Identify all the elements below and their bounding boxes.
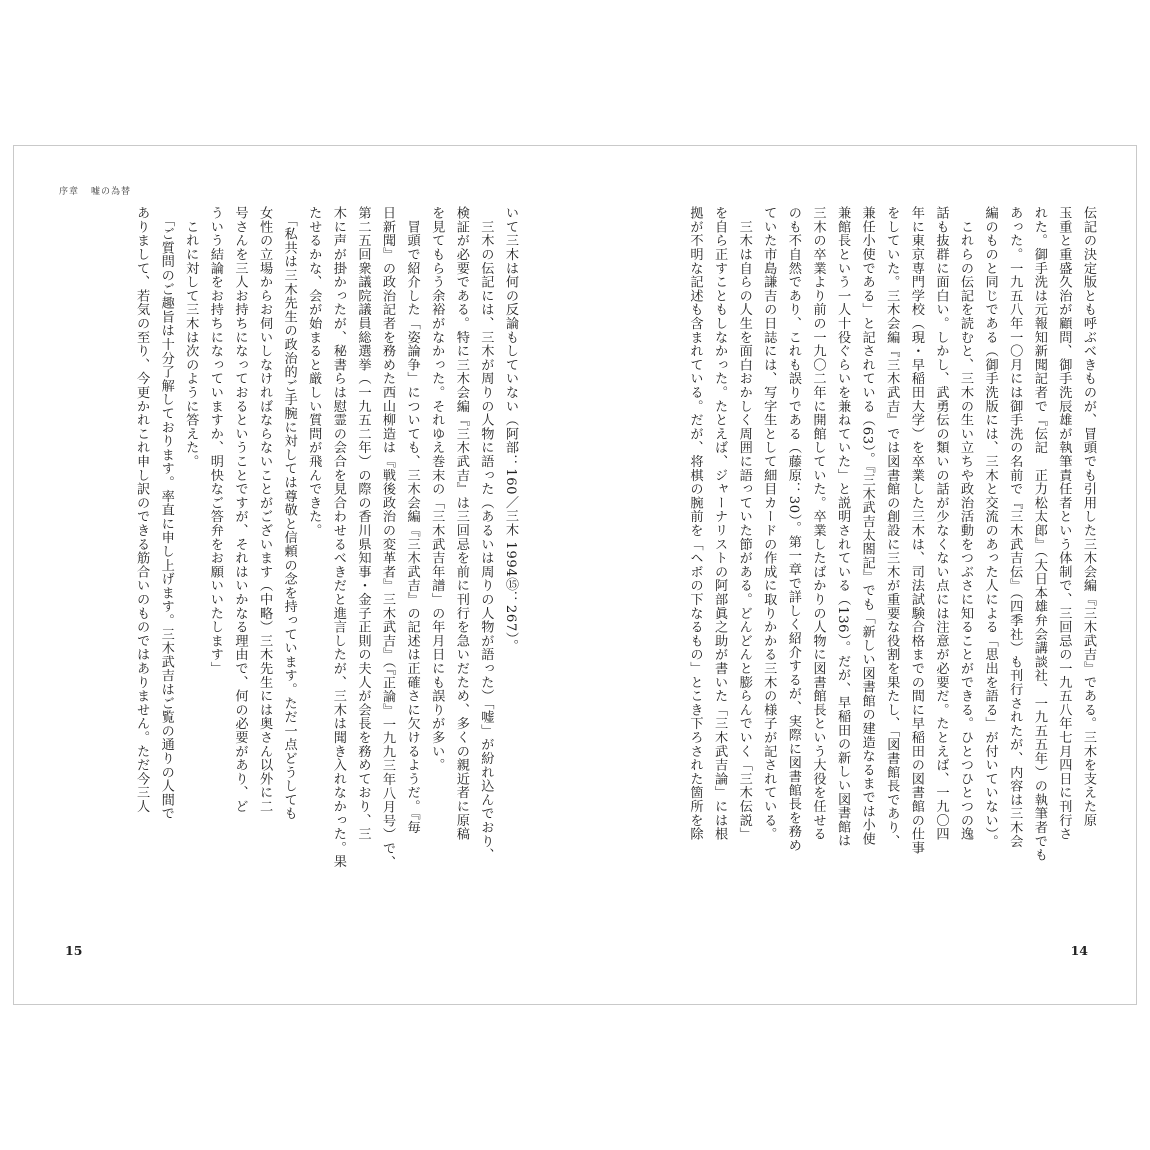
text-line: 日新聞』の政治記者を務めた西山柳造は『戦後政治の変革者』三木武吉』（『正論』一九九三年八月号）で、 xyxy=(380,206,396,869)
text-line: 冒頭で紹介した「姿論争」についても、三木会編『三木武吉』の記述は正確さに欠けるようだ。『毎 xyxy=(404,206,420,835)
text-line: 話も抜群に面白い。しかし、武勇伝の類いの話が少なくない点には注意が必要だ。たとえば、一九〇四 xyxy=(933,206,949,841)
text-line: 年に東京専門学校（現・早稲田大学）を卒業した三木は、司法試験合格までの間に早稲田の図書館の仕事 xyxy=(908,206,924,855)
text-line: 号さんを三人お持ちになっておるということですが、それはいかなる理由で、何の必要があり、ど xyxy=(232,206,248,814)
running-head xyxy=(59,184,143,197)
text-line: いて三木は何の反論もしていない（阿部：160／三木 1994⑮：267）。 xyxy=(503,206,518,653)
text-line: 玉重と重盛久治が顧問、御手洗辰雄が執筆責任者という体制で、三回忌の一九五八年七月四日に刊行さ xyxy=(1056,206,1072,841)
chapter-title: 嘘の為替 xyxy=(91,187,132,197)
text-line: れた。御手洗は元報知新聞記者で『伝記 正力松太郎』（大日本雄弁会講談社、一九五五年）の執筆者でも xyxy=(1031,206,1047,862)
text-line: ういう結論をお持ちになっていますか、明快なご答弁をお願いいたします」 xyxy=(207,206,223,676)
book-spread xyxy=(13,145,1137,1005)
text-line: のも不自然であり、これも誤りである（藤原：30）。第一章で詳しく紹介するが、実際に図書館長を務め xyxy=(785,206,801,853)
text-line: 女性の立場からお伺いしなければならないことがございます（中略）三木先生には奥さん以外に二 xyxy=(257,206,273,814)
text-line: 三木の卒業より前の一九〇二年に開館していた。卒業したばかりの人物に図書館長という大役を任せる xyxy=(810,206,826,841)
text-line: 拠が不明な記述も含まれている。だが、将棋の腕前を「ヘボの下なるもの」とこき下ろされた箇所を除 xyxy=(687,206,703,841)
text-line: 伝記の決定版とも呼ぶべきものが、冒頭でも引用した三木会編『三木武吉』である。三木を支えた原 xyxy=(1081,206,1096,827)
text-line: たせるかな、会が始まると厳しい質問が飛んできた。 xyxy=(306,206,322,538)
text-line: を見てもらう余裕がなかった。それゆえ巻末の「三木武吉年譜」の年月日にも誤りが多い。 xyxy=(429,206,445,772)
text-line: ありまして、若気の至り、今更かれこれ申し訳のできる筋合いのものではありません。ただ今三人 xyxy=(134,206,150,814)
text-line: 編のものと同じである（御手洗版には、三木と交流のあった人による「思出を語る」が付いていない）。 xyxy=(982,206,998,848)
page-number: 14 xyxy=(1070,943,1088,958)
page-number: 15 xyxy=(65,943,83,958)
text-line: 第二五回衆議院議員総選挙（一九五二年）の際の香川県知事・金子正則の夫人が会長を務めており、三 xyxy=(355,206,371,841)
text-line: を自ら正すこともしなかった。たとえば、ジャーナリストの阿部眞之助が書いた「三木武吉論」には根 xyxy=(712,206,728,841)
text-line: 兼館長という一人十役ぐらいを兼ねていた」と説明されている（136）。だが、早稲田の新しい図書館は xyxy=(835,206,851,848)
chapter-label: 序章 xyxy=(59,187,80,197)
text-line: ていた市島謙吉の日誌には、写字生として細目カードの作成に取りかかる三木の様子が記されている。 xyxy=(761,206,777,841)
text-line: これらの伝記を読むと、三木の生い立ちや政治活動をつぶさに知ることができる。ひとつひとつの逸 xyxy=(958,206,974,841)
left-body-text xyxy=(52,206,522,926)
text-line: 木に声が掛かったが、秘書らは慰霊の会合を見合わせるべきだと進言したが、三木は聞き入れなかった。果 xyxy=(330,206,346,869)
text-line: これに対して三木は次のように答えた。 xyxy=(183,206,199,469)
text-line: あった。一九五八年一〇月には御手洗の名前で『三木武吉伝』（四季社）も刊行されたが、内容は三木会 xyxy=(1007,206,1023,848)
text-line: 「私共は三木先生の政治的ご手腕に対しては尊敬と信頼の念を持っています。ただ一点どうしても xyxy=(281,206,297,821)
text-line: 三木の伝記には、三木が周りの人物に語った（あるいは周りの人物が語った）「嘘」が紛れ込んでおり、 xyxy=(478,206,494,862)
right-page xyxy=(576,146,1138,1004)
text-line: 検証が必要である。特に三木会編『三木武吉』は三回忌を前に刊行を急いだため、多くの親近者に原稿 xyxy=(453,206,469,841)
right-body-text xyxy=(638,206,1100,926)
text-line: 三木は自らの人生を面白おかしく周囲に語っていた節がある。どんどんと膨らんでいく「三木伝説」 xyxy=(736,206,752,841)
left-page xyxy=(14,146,576,1004)
text-line: をしていた。三木会編『三木武吉』では図書館の創設に三木が重要な役割を果たし、「図書館長であり、 xyxy=(884,206,900,848)
text-line: 兼任小使である」と記されている（63）。『三木武吉太閤記』でも「新しい図書館の建造なるまでは小使 xyxy=(859,206,875,846)
text-line: 「ご質問のご趣旨は十分了解しております。率直に申し上げます。三木武吉はご覧の通りの人間で xyxy=(158,206,174,821)
